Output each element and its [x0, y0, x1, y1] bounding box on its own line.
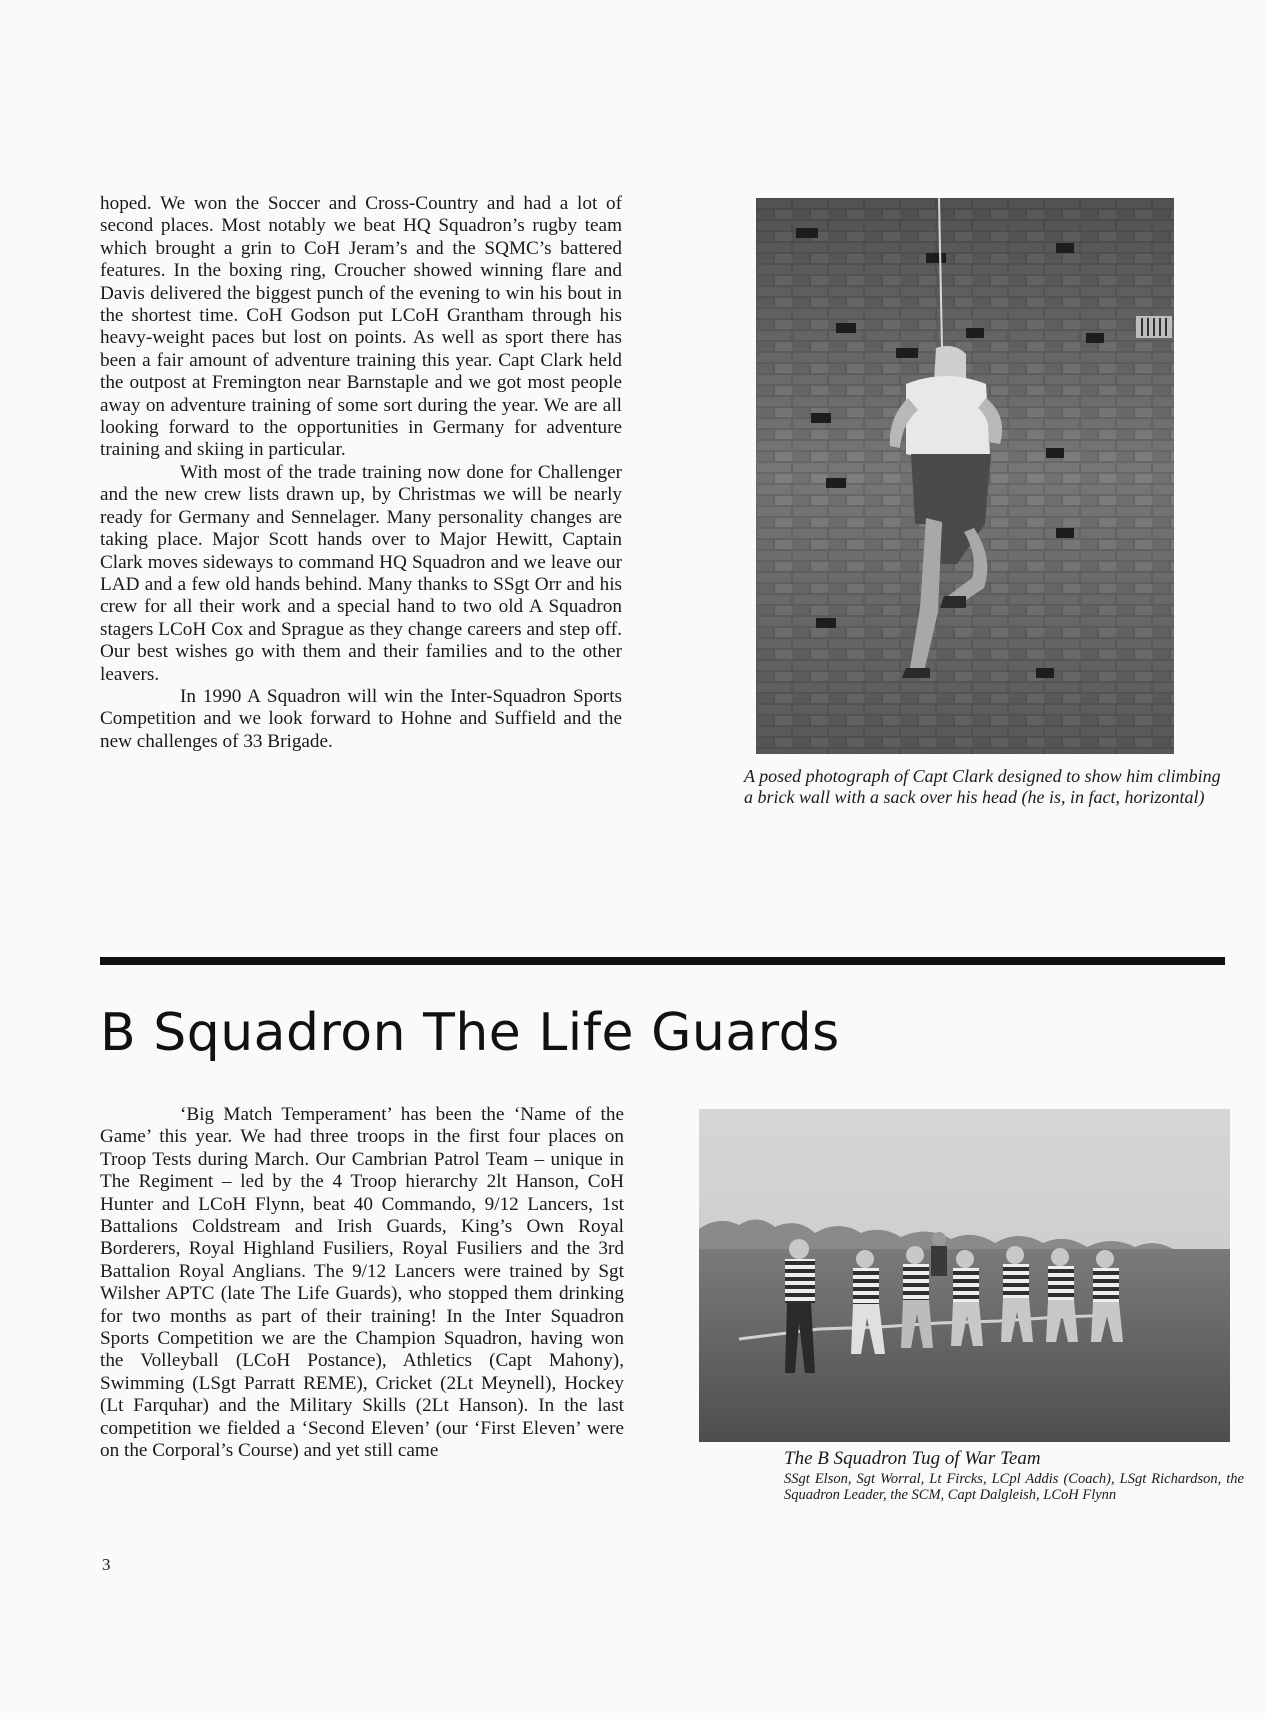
photo-tug-of-war-team [699, 1109, 1230, 1442]
top-paragraph-1: hoped. We won the Soccer and Cross-Country and had a lot of second places. Most notably we beat HQ Squadron’s rugby team which brought a grin to CoH Jeram’s and the SQMC’s battered features. In the boxing ring, Croucher showed winning flare and Davis delivered the biggest punch of the evening to win his bout in the shortest time. CoH Godson put LCoH Grantham through his heavy-weight paces but lost on points. As well as sport there has been a fair amount of adventure training this year. Capt Clark held the outpost at Fremington near Barnstaple and we got most people away on adventure training of some sort during the year. We are all looking forward to the opportunities in Germany for adventure training and skiing in particular. [100, 193, 622, 461]
bottom-article-text [100, 1104, 624, 1463]
photo-tug-caption-names: SSgt Elson, Sgt Worral, Lt Fircks, LCpl Addis (Coach), LSgt Richardson, the Squadron Leader, the SCM, Capt Dalgleish, LCoH Flynn [784, 1471, 1244, 1503]
top-paragraph-2: With most of the trade training now done for Challenger and the new crew lists drawn up, by Christmas we will be nearly ready for Germany and Sennelager. Many personality changes are taking place. Major Scott hands over to Major Hewitt, Captain Clark moves sideways to command HQ Squadron and we leave our LAD and a few old hands behind. Many thanks to SSgt Orr and his crew for all their work and a special hand to two old A Squadron stagers LCoH Cox and Sprague as they change careers and step off. Our best wishes go with them and their families and to the other leavers. [100, 461, 622, 685]
section-divider [100, 957, 1225, 965]
top-article-text [100, 193, 622, 753]
photo-brick-wall-climb [756, 198, 1174, 754]
bottom-paragraph-1: ‘Big Match Temperament’ has been the ‘Name of the Game’ this year. We had three troops in the first four places on Troop Tests during March. Our Cambrian Patrol Team – unique in The Regiment – led by the 4 Troop hierarchy 2lt Hanson, CoH Hunter and LCoH Flynn, beat 40 Commando, 9/12 Lancers, 1st Battalions Coldstream and Irish Guards, King’s Own Royal Borderers, Royal Highland Fusiliers, Royal Fusiliers and the 3rd Battalion Royal Anglians. The 9/12 Lancers were trained by Sgt Wilsher APTC (late The Life Guards), who stopped them drinking for two months as part of their training! In the Inter Squadron Sports Competition we are the Champion Squadron, having won the Volleyball (LCoH Postance), Athletics (Capt Mahony), Swimming (LSgt Parratt REME), Cricket (2Lt Meynell), Hockey (Lt Farquhar) and the Military Skills (2Lt Hanson). In the last competition we fielded a ‘Second Eleven’ (our ‘First Eleven’ were on the Corporal’s Course) and yet still came [100, 1104, 624, 1462]
top-paragraph-3: In 1990 A Squadron will win the Inter-Squadron Sports Competition and we look forward to Hohne and Suffield and the new challenges of 33 Brigade. [100, 685, 622, 752]
photo-brick-wall-caption: A posed photograph of Capt Clark designed to show him climbing a brick wall with a sack over his head (he is, in fact, horizontal) [744, 766, 1221, 807]
section-title: B Squadron The Life Guards [100, 1003, 840, 1063]
photo-tug-caption-title: The B Squadron Tug of War Team [784, 1448, 1041, 1469]
page-number: 3 [102, 1555, 111, 1574]
